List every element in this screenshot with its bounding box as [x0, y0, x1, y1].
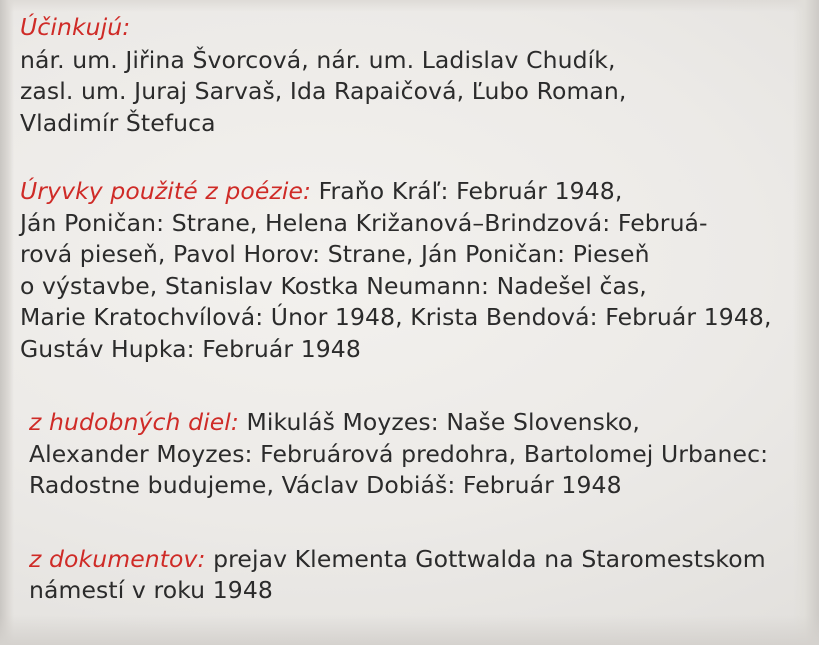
- performers-heading: [20, 12, 797, 44]
- music-first-line-tail: Mikuláš Moyzes: Naše Slovensko,: [238, 408, 640, 436]
- documents-first-line-tail: prejav Klementa Gottwalda na Staromestskom: [205, 544, 766, 573]
- paper-edge-left: [0, 0, 14, 645]
- music-first-line: [29, 407, 797, 439]
- documents-heading-label: z dokumentov:: [29, 544, 206, 573]
- document-text-content: [14, 8, 807, 645]
- documents-first-line: [29, 544, 797, 576]
- music-line-1: Alexander Moyzes: Februárová predohra, Bartolomej Urbanec:: [29, 439, 769, 468]
- poetry-line-1: Ján Poničan: Strane, Helena Križanová–Brindzová: Februá-: [20, 208, 708, 237]
- poetry-first-line: [20, 176, 797, 208]
- poetry-line-3: o výstavbe, Stanislav Kostka Neumann: Nadešel čas,: [20, 271, 647, 300]
- poetry-first-line-tail: Fraňo Kráľ: Február 1948,: [311, 177, 623, 205]
- poetry-heading-label: Úryvky použité z poézie:: [20, 177, 312, 205]
- section-performers: [20, 12, 797, 139]
- music-heading-label: z hudobných diel:: [29, 408, 239, 436]
- poetry-line-4: Marie Kratochvílová: Únor 1948, Krista Bendová: Február 1948,: [20, 303, 772, 331]
- documents-line-1: námestí v roku 1948: [29, 576, 273, 604]
- performers-line-1: nár. um. Jiřina Švorcová, nár. um. Ladislav Chudík,: [20, 45, 616, 74]
- poetry-line-5: Gustáv Hupka: Február 1948: [20, 334, 361, 363]
- section-poetry-excerpts: [20, 176, 797, 365]
- section-documents: [20, 544, 797, 607]
- performers-heading-label: Účinkujú:: [20, 13, 131, 41]
- performers-line-3: Vladimír Štefuca: [20, 108, 216, 137]
- poetry-line-2: rová pieseň, Pavol Horov: Strane, Ján Poničan: Pieseň: [20, 240, 650, 268]
- performers-line-2: zasl. um. Juraj Sarvaš, Ida Rapaičová, Ľubo Roman,: [20, 77, 627, 105]
- music-line-2: Radostne budujeme, Václav Dobiáš: Február 1948: [29, 471, 622, 499]
- section-musical-works: [20, 407, 797, 502]
